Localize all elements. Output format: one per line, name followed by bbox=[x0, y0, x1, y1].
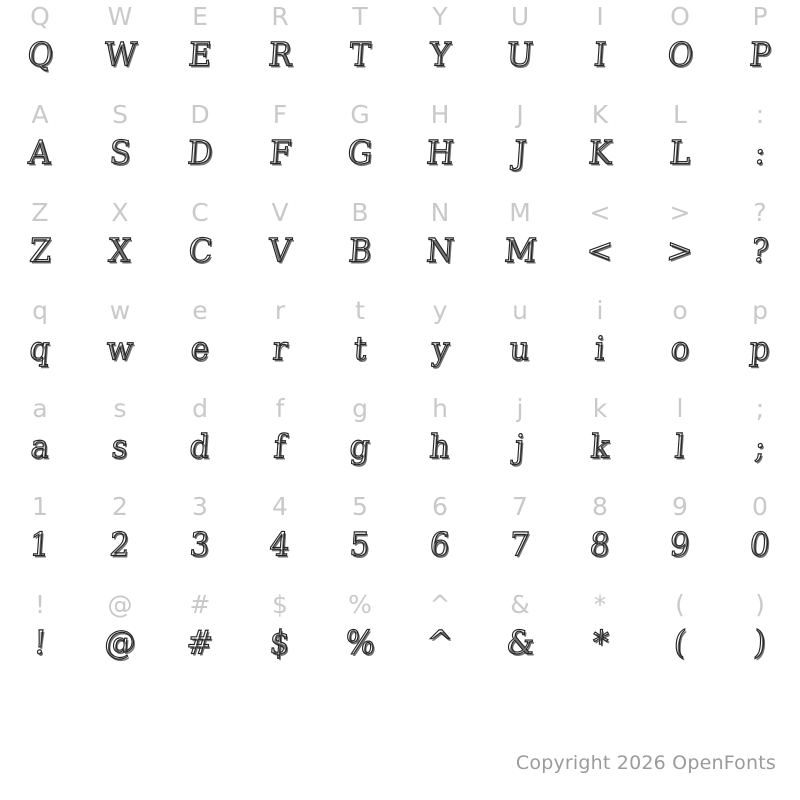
character-cell[interactable] bbox=[80, 98, 160, 196]
key-label: K bbox=[591, 100, 609, 129]
key-label: > bbox=[669, 198, 691, 227]
glyph-sample-text: y bbox=[429, 330, 451, 369]
glyph-sample-text: % bbox=[343, 624, 377, 663]
character-cell[interactable] bbox=[160, 98, 240, 196]
glyph-sample bbox=[720, 426, 800, 470]
character-cell[interactable] bbox=[560, 0, 640, 98]
character-cell[interactable] bbox=[80, 392, 160, 490]
character-cell[interactable] bbox=[80, 490, 160, 588]
character-cell[interactable] bbox=[0, 588, 80, 686]
glyph-sample-text: $ bbox=[268, 624, 292, 663]
glyph-sample-text: X bbox=[107, 232, 133, 271]
key-label: s bbox=[113, 394, 127, 423]
glyph-sample-text: K bbox=[587, 134, 614, 173]
key-label: k bbox=[592, 394, 608, 423]
glyph-sample bbox=[160, 230, 240, 274]
character-cell[interactable] bbox=[400, 98, 480, 196]
glyph-sample-text: G bbox=[346, 134, 374, 173]
glyph-sample-text: 9 bbox=[668, 526, 692, 565]
glyph-sample bbox=[640, 230, 720, 274]
character-cell[interactable] bbox=[720, 98, 800, 196]
key-label: T bbox=[352, 2, 368, 31]
key-label: h bbox=[432, 394, 448, 423]
glyph-sample-text: < bbox=[585, 232, 615, 271]
character-cell[interactable] bbox=[240, 98, 320, 196]
key-label: R bbox=[271, 2, 289, 31]
character-cell[interactable] bbox=[0, 98, 80, 196]
glyph-sample bbox=[720, 328, 800, 372]
character-cell[interactable] bbox=[400, 490, 480, 588]
key-label: $ bbox=[272, 590, 288, 619]
glyph-sample-text: B bbox=[347, 232, 373, 271]
glyph-sample-text: A bbox=[27, 134, 53, 173]
key-label: M bbox=[509, 198, 531, 227]
glyph-sample bbox=[320, 328, 400, 372]
glyph-sample-text: o bbox=[669, 330, 691, 369]
key-label: U bbox=[510, 2, 530, 31]
key-label: j bbox=[516, 394, 524, 423]
glyph-sample bbox=[400, 230, 480, 274]
glyph-sample bbox=[80, 622, 160, 666]
key-label: L bbox=[673, 100, 687, 129]
character-cell[interactable] bbox=[160, 490, 240, 588]
glyph-sample-text: u bbox=[508, 330, 532, 369]
glyph-sample bbox=[400, 426, 480, 470]
glyph-sample bbox=[160, 524, 240, 568]
glyph-sample-text: p bbox=[748, 330, 772, 369]
key-label: A bbox=[31, 100, 49, 129]
key-label: O bbox=[670, 2, 690, 31]
glyph-sample bbox=[560, 328, 640, 372]
glyph-sample-text: 8 bbox=[588, 526, 612, 565]
glyph-sample-text: W bbox=[102, 36, 138, 75]
key-label: : bbox=[755, 100, 765, 129]
key-label: # bbox=[189, 590, 211, 619]
character-cell[interactable] bbox=[240, 490, 320, 588]
glyph-sample-text: V bbox=[267, 232, 293, 271]
character-cell[interactable] bbox=[400, 294, 480, 392]
glyph-sample bbox=[480, 34, 560, 78]
glyph-sample bbox=[400, 34, 480, 78]
glyph-sample-text: w bbox=[105, 330, 135, 369]
glyph-sample-text: D bbox=[186, 134, 214, 173]
character-cell[interactable] bbox=[640, 392, 720, 490]
glyph-sample bbox=[80, 230, 160, 274]
key-label: I bbox=[596, 2, 604, 31]
key-label: B bbox=[351, 198, 369, 227]
key-label: 2 bbox=[112, 492, 128, 521]
character-cell[interactable] bbox=[640, 294, 720, 392]
character-cell[interactable] bbox=[80, 196, 160, 294]
glyph-sample bbox=[560, 132, 640, 176]
key-label: * bbox=[593, 590, 607, 619]
character-cell[interactable] bbox=[720, 294, 800, 392]
copyright-notice: Copyright 2026 OpenFonts bbox=[515, 752, 776, 774]
glyph-sample bbox=[80, 426, 160, 470]
glyph-sample bbox=[320, 34, 400, 78]
key-label: E bbox=[192, 2, 208, 31]
character-cell[interactable] bbox=[480, 98, 560, 196]
character-row bbox=[0, 294, 800, 392]
character-cell[interactable] bbox=[640, 196, 720, 294]
glyph-sample-text: T bbox=[348, 36, 372, 75]
glyph-sample bbox=[400, 132, 480, 176]
character-cell[interactable] bbox=[240, 588, 320, 686]
key-label: & bbox=[510, 590, 530, 619]
key-label: g bbox=[352, 394, 368, 423]
glyph-sample bbox=[560, 230, 640, 274]
glyph-sample-text: Y bbox=[428, 36, 452, 75]
glyph-sample-text: P bbox=[748, 36, 772, 75]
character-cell[interactable] bbox=[0, 0, 80, 98]
key-label: 4 bbox=[272, 492, 288, 521]
glyph-sample bbox=[640, 524, 720, 568]
character-cell[interactable] bbox=[640, 98, 720, 196]
glyph-sample-text: S bbox=[108, 134, 133, 173]
glyph-sample bbox=[480, 524, 560, 568]
glyph-sample bbox=[160, 132, 240, 176]
character-cell[interactable] bbox=[640, 490, 720, 588]
glyph-sample bbox=[240, 622, 320, 666]
character-row bbox=[0, 588, 800, 686]
key-label: Y bbox=[432, 2, 448, 31]
key-label: 0 bbox=[752, 492, 768, 521]
glyph-sample-text: 4 bbox=[268, 526, 292, 565]
glyph-sample bbox=[0, 132, 80, 176]
character-cell[interactable] bbox=[160, 392, 240, 490]
character-cell[interactable] bbox=[640, 0, 720, 98]
key-label: u bbox=[512, 296, 528, 325]
key-label: ! bbox=[34, 590, 46, 619]
glyph-sample-text: 0 bbox=[748, 526, 772, 565]
glyph-sample bbox=[400, 622, 480, 666]
glyph-sample-text: C bbox=[186, 232, 214, 271]
glyph-sample-text: t bbox=[352, 330, 368, 369]
glyph-sample-text: g bbox=[348, 428, 372, 467]
key-label: d bbox=[192, 394, 208, 423]
character-cell[interactable] bbox=[320, 588, 400, 686]
glyph-sample-text: ; bbox=[753, 428, 767, 467]
glyph-sample-text: H bbox=[425, 134, 455, 173]
glyph-sample bbox=[720, 34, 800, 78]
glyph-sample-text: E bbox=[187, 36, 213, 75]
character-cell[interactable] bbox=[320, 196, 400, 294]
glyph-sample-text: 7 bbox=[508, 526, 532, 565]
character-cell[interactable] bbox=[720, 392, 800, 490]
key-label: F bbox=[272, 100, 288, 129]
glyph-sample-text: & bbox=[504, 624, 536, 663]
character-cell[interactable] bbox=[560, 98, 640, 196]
glyph-sample-text: F bbox=[267, 134, 293, 173]
glyph-sample bbox=[80, 132, 160, 176]
glyph-sample bbox=[480, 132, 560, 176]
glyph-sample-text: 5 bbox=[348, 526, 372, 565]
character-cell[interactable] bbox=[560, 490, 640, 588]
key-label: W bbox=[107, 2, 133, 31]
glyph-sample-text: e bbox=[189, 330, 211, 369]
glyph-sample bbox=[80, 328, 160, 372]
character-cell[interactable] bbox=[560, 392, 640, 490]
character-cell[interactable] bbox=[400, 0, 480, 98]
character-cell[interactable] bbox=[480, 392, 560, 490]
glyph-sample-text: M bbox=[502, 232, 538, 271]
key-label: t bbox=[355, 296, 365, 325]
glyph-sample bbox=[160, 328, 240, 372]
glyph-sample-text: l bbox=[673, 428, 687, 467]
glyph-sample-text: I bbox=[592, 36, 608, 75]
key-label: f bbox=[275, 394, 285, 423]
glyph-sample bbox=[480, 622, 560, 666]
key-label: ? bbox=[753, 198, 767, 227]
glyph-sample bbox=[320, 230, 400, 274]
glyph-sample-text: j bbox=[513, 428, 527, 467]
character-cell[interactable] bbox=[80, 0, 160, 98]
glyph-sample-text: 3 bbox=[188, 526, 212, 565]
glyph-sample-text: ? bbox=[750, 232, 770, 271]
glyph-sample bbox=[720, 132, 800, 176]
key-label: < bbox=[589, 198, 611, 227]
character-cell[interactable] bbox=[400, 196, 480, 294]
key-label: r bbox=[274, 296, 286, 325]
glyph-sample-text: > bbox=[665, 232, 695, 271]
character-cell[interactable] bbox=[640, 588, 720, 686]
key-label: ) bbox=[755, 590, 765, 619]
character-cell[interactable] bbox=[480, 294, 560, 392]
character-cell[interactable] bbox=[320, 294, 400, 392]
key-label: H bbox=[430, 100, 450, 129]
glyph-sample-text: h bbox=[428, 428, 452, 467]
character-cell[interactable] bbox=[160, 196, 240, 294]
key-label: ^ bbox=[429, 590, 451, 619]
key-label: G bbox=[350, 100, 370, 129]
glyph-sample-text: s bbox=[110, 428, 130, 467]
character-row bbox=[0, 0, 800, 98]
glyph-sample bbox=[0, 230, 80, 274]
glyph-sample-text: r bbox=[271, 330, 289, 369]
character-cell[interactable] bbox=[560, 294, 640, 392]
key-label: Z bbox=[31, 198, 49, 227]
key-label: D bbox=[190, 100, 210, 129]
key-label: 8 bbox=[592, 492, 608, 521]
character-cell[interactable] bbox=[720, 196, 800, 294]
character-cell[interactable] bbox=[480, 490, 560, 588]
key-label: 5 bbox=[352, 492, 368, 521]
glyph-sample bbox=[0, 34, 80, 78]
glyph-sample-text: d bbox=[188, 428, 212, 467]
character-cell[interactable] bbox=[480, 588, 560, 686]
character-cell[interactable] bbox=[720, 588, 800, 686]
character-cell[interactable] bbox=[240, 294, 320, 392]
glyph-sample bbox=[560, 34, 640, 78]
glyph-sample bbox=[480, 328, 560, 372]
glyph-sample-text: ) bbox=[752, 624, 768, 663]
character-cell[interactable] bbox=[240, 196, 320, 294]
glyph-sample-text: U bbox=[505, 36, 535, 75]
glyph-sample bbox=[400, 328, 480, 372]
glyph-sample bbox=[160, 622, 240, 666]
character-row bbox=[0, 98, 800, 196]
key-label: V bbox=[271, 198, 289, 227]
key-label: J bbox=[516, 100, 524, 129]
character-cell[interactable] bbox=[240, 392, 320, 490]
glyph-sample-text: 2 bbox=[108, 526, 132, 565]
key-label: P bbox=[752, 2, 768, 31]
glyph-sample-text: : bbox=[753, 134, 767, 173]
character-cell[interactable] bbox=[240, 0, 320, 98]
glyph-sample bbox=[240, 426, 320, 470]
key-label: y bbox=[432, 296, 448, 325]
glyph-sample bbox=[0, 524, 80, 568]
character-cell[interactable] bbox=[320, 392, 400, 490]
glyph-sample-text: O bbox=[665, 36, 695, 75]
character-row bbox=[0, 196, 800, 294]
glyph-sample-text: Z bbox=[27, 232, 53, 271]
key-label: C bbox=[191, 198, 209, 227]
character-cell[interactable] bbox=[720, 0, 800, 98]
character-cell[interactable] bbox=[80, 294, 160, 392]
glyph-sample-text: J bbox=[512, 134, 528, 173]
character-cell[interactable] bbox=[400, 588, 480, 686]
character-cell[interactable] bbox=[560, 196, 640, 294]
glyph-sample-text: f bbox=[272, 428, 288, 467]
glyph-sample-text: ^ bbox=[425, 624, 455, 663]
glyph-sample-text: @ bbox=[103, 624, 137, 663]
glyph-sample bbox=[720, 524, 800, 568]
key-label: l bbox=[676, 394, 684, 423]
glyph-sample bbox=[320, 622, 400, 666]
glyph-sample bbox=[400, 524, 480, 568]
key-label: % bbox=[348, 590, 372, 619]
glyph-sample bbox=[640, 34, 720, 78]
key-label: 3 bbox=[192, 492, 208, 521]
key-label: i bbox=[596, 296, 604, 325]
glyph-sample-text: N bbox=[425, 232, 456, 271]
glyph-sample bbox=[80, 524, 160, 568]
key-label: e bbox=[192, 296, 208, 325]
character-cell[interactable] bbox=[400, 392, 480, 490]
key-label: 6 bbox=[432, 492, 448, 521]
glyph-sample bbox=[320, 132, 400, 176]
glyph-sample-text: a bbox=[29, 428, 51, 467]
character-cell[interactable] bbox=[320, 0, 400, 98]
glyph-sample bbox=[240, 132, 320, 176]
character-cell[interactable] bbox=[160, 294, 240, 392]
key-label: X bbox=[111, 198, 129, 227]
key-label: @ bbox=[107, 590, 133, 619]
glyph-sample bbox=[720, 230, 800, 274]
key-label: 9 bbox=[672, 492, 688, 521]
glyph-sample-text: # bbox=[185, 624, 215, 663]
character-cell[interactable] bbox=[560, 588, 640, 686]
character-cell[interactable] bbox=[0, 196, 80, 294]
character-cell[interactable] bbox=[720, 490, 800, 588]
character-cell[interactable] bbox=[320, 98, 400, 196]
key-label: q bbox=[32, 296, 48, 325]
key-label: S bbox=[112, 100, 128, 129]
key-label: 1 bbox=[32, 492, 48, 521]
key-label: 7 bbox=[512, 492, 528, 521]
character-cell[interactable] bbox=[80, 588, 160, 686]
glyph-sample bbox=[640, 426, 720, 470]
glyph-sample-text: i bbox=[593, 330, 607, 369]
key-label: w bbox=[109, 296, 131, 325]
character-row bbox=[0, 490, 800, 588]
key-label: ( bbox=[675, 590, 685, 619]
key-label: Q bbox=[30, 2, 50, 31]
character-cell[interactable] bbox=[480, 0, 560, 98]
glyph-sample-text: q bbox=[28, 330, 52, 369]
key-label: ; bbox=[755, 394, 765, 423]
glyph-sample-text: R bbox=[266, 36, 294, 75]
glyph-sample bbox=[480, 426, 560, 470]
glyph-sample-text: Q bbox=[25, 36, 55, 75]
key-label: o bbox=[672, 296, 688, 325]
glyph-sample bbox=[160, 34, 240, 78]
glyph-sample bbox=[240, 34, 320, 78]
glyph-sample-text: 6 bbox=[428, 526, 452, 565]
character-cell[interactable] bbox=[0, 294, 80, 392]
glyph-sample bbox=[560, 622, 640, 666]
character-cell[interactable] bbox=[160, 588, 240, 686]
glyph-sample bbox=[0, 622, 80, 666]
glyph-sample bbox=[80, 34, 160, 78]
key-label: N bbox=[430, 198, 450, 227]
glyph-sample bbox=[640, 328, 720, 372]
glyph-sample bbox=[720, 622, 800, 666]
glyph-sample-text: L bbox=[668, 134, 692, 173]
glyph-sample bbox=[240, 230, 320, 274]
character-row bbox=[0, 392, 800, 490]
glyph-sample bbox=[480, 230, 560, 274]
glyph-sample bbox=[560, 524, 640, 568]
character-cell[interactable] bbox=[480, 196, 560, 294]
glyph-sample bbox=[320, 426, 400, 470]
glyph-sample bbox=[560, 426, 640, 470]
glyph-sample-text: k bbox=[589, 428, 611, 467]
glyph-sample bbox=[0, 328, 80, 372]
glyph-sample-text: ! bbox=[32, 624, 48, 663]
glyph-sample bbox=[160, 426, 240, 470]
glyph-sample-text: * bbox=[590, 624, 610, 663]
glyph-sample bbox=[240, 328, 320, 372]
glyph-sample-text: ( bbox=[672, 624, 688, 663]
glyph-sample-text: 1 bbox=[28, 526, 52, 565]
character-cell[interactable] bbox=[0, 490, 80, 588]
glyph-sample bbox=[320, 524, 400, 568]
character-cell[interactable] bbox=[320, 490, 400, 588]
glyph-sample bbox=[0, 426, 80, 470]
glyph-sample bbox=[240, 524, 320, 568]
key-label: a bbox=[32, 394, 48, 423]
character-cell[interactable] bbox=[0, 392, 80, 490]
key-label: p bbox=[752, 296, 768, 325]
character-cell[interactable] bbox=[160, 0, 240, 98]
glyph-sample bbox=[640, 132, 720, 176]
glyph-sample bbox=[640, 622, 720, 666]
